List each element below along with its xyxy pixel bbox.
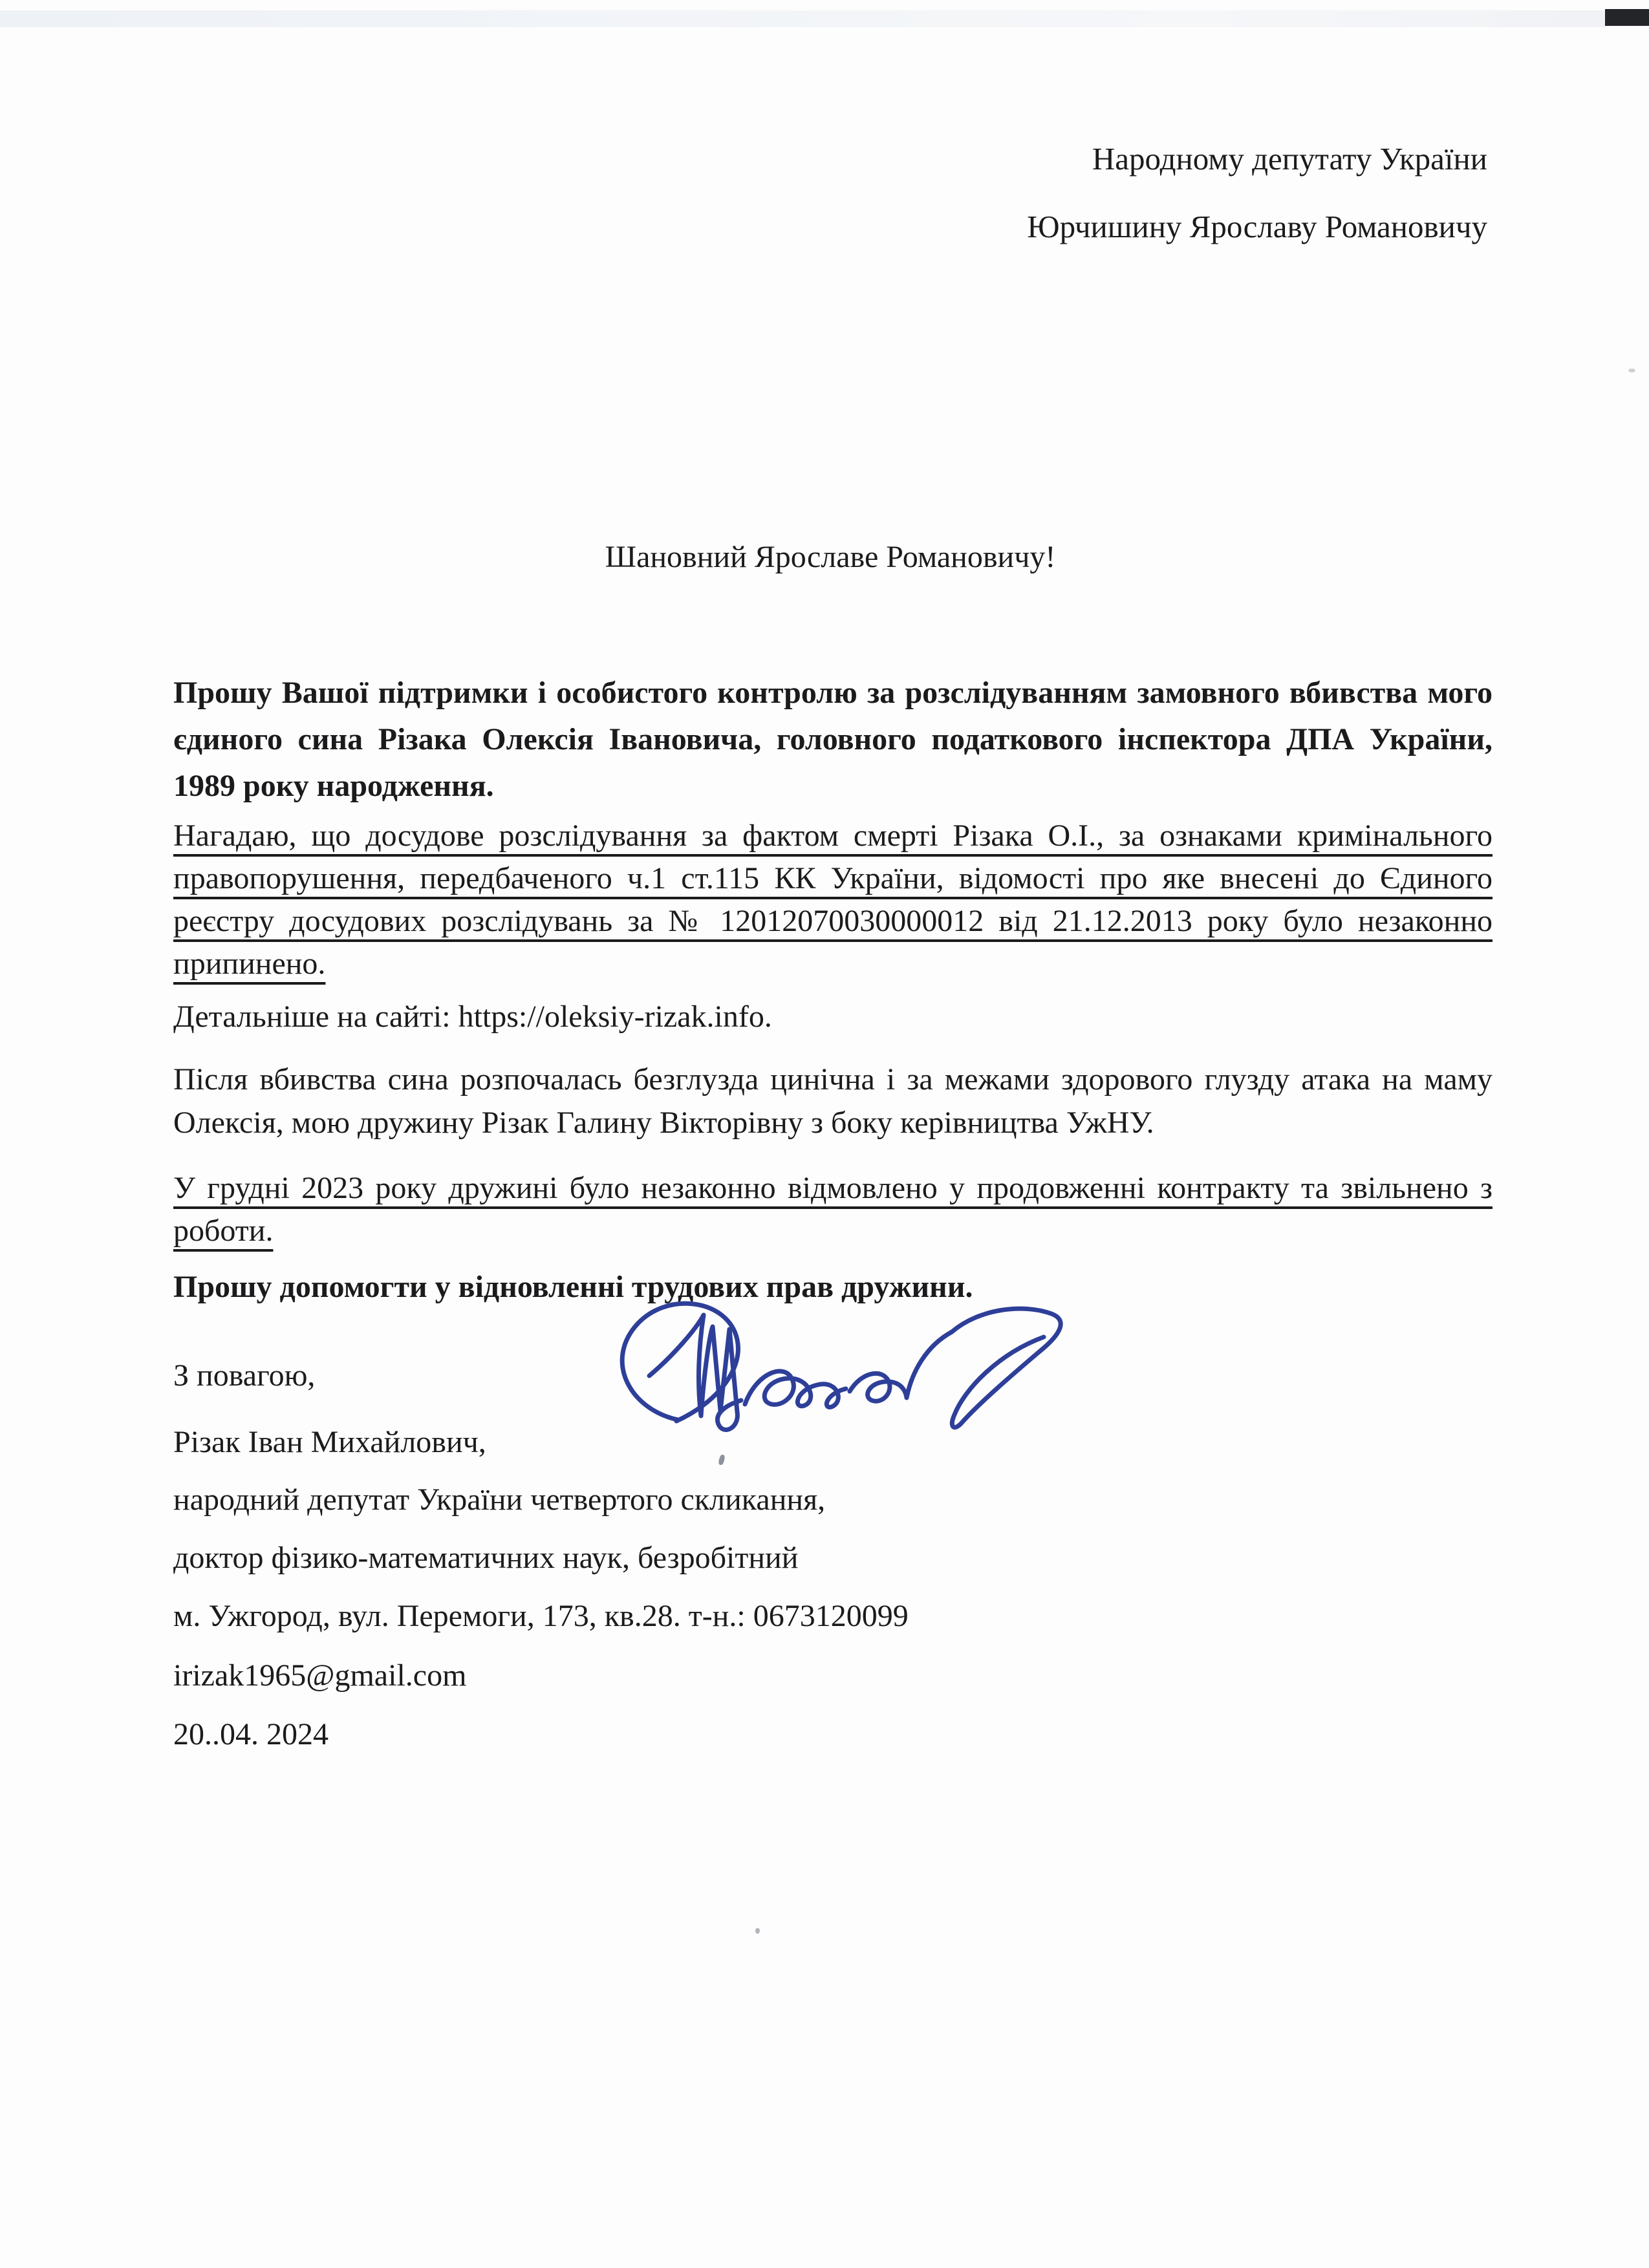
closing-email: irizak1965@gmail.com [173, 1658, 467, 1693]
closing-regards: З повагою, [173, 1358, 316, 1393]
ink-speck [755, 1928, 760, 1934]
addressee-line-name: Юрчишину Ярославу Романовичу [1027, 209, 1487, 244]
addressee-line-office: Народному депутату України [1092, 141, 1487, 177]
paragraph-request-support: Прошу Вашої підтримки і особистого контролю за розслідуванням замовного вбивства мого єдиного сина Різака Олексія Івановича, головного податкового інспектора ДПА України, 1989 року народження. [173, 676, 1493, 803]
closing-name: Різак Іван Михайлович, [173, 1425, 486, 1459]
paragraph-case-closed: Нагадаю, що досудове розслідування за фактом смерті Різака О.І., за ознаками кримінального правопорушення, передбаченого ч.1 ст.115 КК України, відомості про яке внесені до Єдиного реєстру досудових розслідувань за № 12012070030000012 від 21.12.2013 року було незаконно припинено. [173, 818, 1493, 981]
paragraph-attack-on-mother: Після вбивства сина розпочалась безглузда цинічна і за межами здорового глузду атака на маму Олексія, мою дружину Різак Галину Вікторівну з боку керівництва УжНУ. [173, 1062, 1493, 1140]
ink-speck [1628, 369, 1635, 372]
paragraph-website: Детальніше на сайті: https://oleksiy-rizak.info. [173, 1000, 772, 1034]
paragraph-contract-terminated: У грудні 2023 року дружині було незаконно відмовлено у продовженні контракту та звільнено з роботи. [173, 1171, 1493, 1248]
addressee-block [0, 125, 1487, 261]
paragraph-help-request: Прошу допомогти у відновленні трудових прав дружини. [173, 1270, 973, 1304]
closing-address-phone: м. Ужгород, вул. Перемоги, 173, кв.28. т-н.: 0673120099 [173, 1599, 909, 1633]
closing-date: 20..04. 2024 [173, 1717, 329, 1751]
scan-artifact-corner-bar [1605, 9, 1649, 26]
closing-title-doctor: доктор фізико-математичних наук, безробітний [173, 1541, 799, 1575]
closing-title-deputy: народний депутат України четвертого скликання, [173, 1482, 826, 1517]
scan-noise-strip [0, 10, 1606, 27]
salutation: Шановний Ярославе Романовичу! [605, 540, 1056, 574]
